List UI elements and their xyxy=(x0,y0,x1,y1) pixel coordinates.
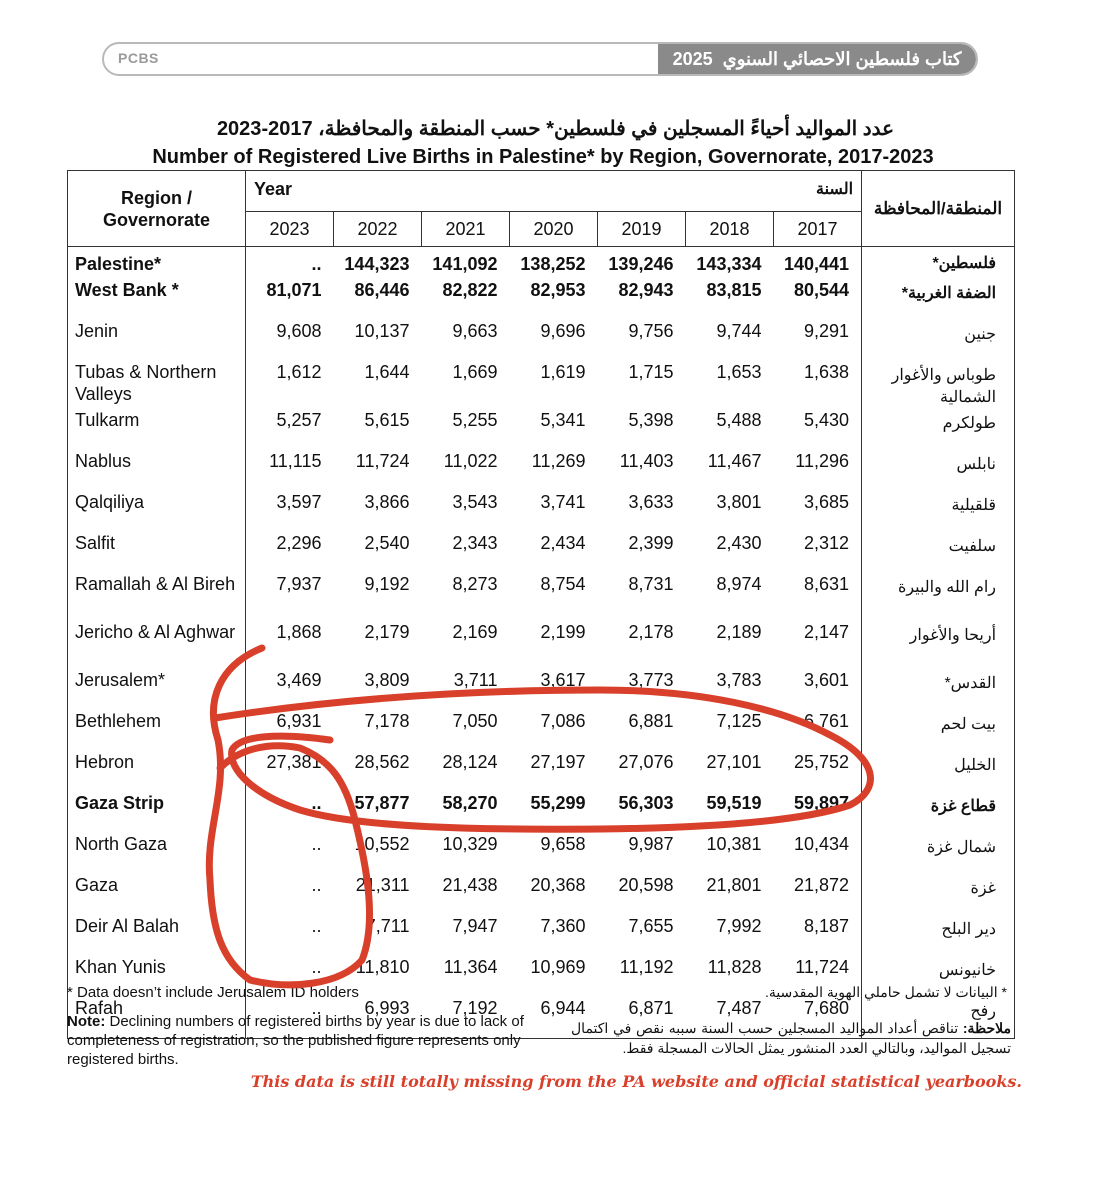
birth-count-cell: 11,269 xyxy=(531,451,586,471)
birth-count-cell: 2,179 xyxy=(364,622,410,642)
birth-count-cell: 3,685 xyxy=(803,492,850,512)
birth-count-cell: 11,022 xyxy=(443,451,498,471)
birth-count-cell: 3,597 xyxy=(276,492,322,512)
birth-count-cell: 1,644 xyxy=(364,362,410,382)
birth-count-cell: 11,828 xyxy=(707,957,762,977)
birth-count-cell: 9,192 xyxy=(364,574,410,594)
birth-count-cell: .. xyxy=(311,916,322,936)
birth-count-cell: 21,438 xyxy=(442,875,498,895)
birth-count-cell: 3,783 xyxy=(716,670,762,690)
birth-count-cell: 7,487 xyxy=(686,997,774,1039)
note-ar-text: تناقص أعداد المواليد المسجلين حسب السنة سببه نقص في اكتمال تسجيل المواليد، وبالتالي العدد المنشور يمثل الحالات المسجلة فقط. xyxy=(571,1020,1011,1056)
birth-count-cell: .. xyxy=(246,997,334,1039)
region-name-ar: طولكرم xyxy=(862,409,1015,450)
table-row xyxy=(68,532,1015,573)
birth-count-cell: 7,086 xyxy=(540,711,586,731)
region-name-en: Rafah xyxy=(68,997,246,1039)
birth-count-cell: 5,257 xyxy=(276,410,322,430)
region-name-en: Nablus xyxy=(68,450,246,491)
birth-count-cell: 8,974 xyxy=(716,574,762,594)
birth-count-cell: 2,399 xyxy=(628,533,674,553)
region-name-en: North Gaza xyxy=(68,833,246,874)
birth-count-cell: 139,246 xyxy=(608,254,674,274)
birth-count-cell: 21,872 xyxy=(793,875,850,895)
birth-count-cell: 7,655 xyxy=(628,916,674,936)
birth-count-cell: 6,761 xyxy=(803,711,850,731)
birth-count-cell: 8,187 xyxy=(803,916,850,936)
birth-count-cell: .. xyxy=(311,875,322,895)
birth-count-cell: 144,323 xyxy=(344,254,410,274)
region-name-ar: رام الله والبيرة xyxy=(862,573,1015,621)
birth-count-cell: 2,434 xyxy=(540,533,586,553)
birth-count-cell: 3,866 xyxy=(364,492,410,512)
region-name-en: Jerusalem* xyxy=(68,669,246,710)
region-header-ar: المنطقة/المحافظة xyxy=(862,171,1015,247)
region-name-en: Khan Yunis xyxy=(68,956,246,997)
year-header xyxy=(246,171,862,212)
year-label-ar: السنة xyxy=(816,181,854,198)
birth-count-cell: 27,076 xyxy=(618,752,674,772)
birth-count-cell: 1,669 xyxy=(452,362,498,382)
birth-count-cell: 1,715 xyxy=(628,362,674,382)
region-name-en: Ramallah & Al Bireh xyxy=(68,573,246,621)
table-row xyxy=(68,751,1015,792)
birth-count-cell: 8,631 xyxy=(803,574,850,594)
birth-count-cell: 20,368 xyxy=(530,875,586,895)
page-header-bar xyxy=(102,42,978,76)
birth-count-cell: 7,711 xyxy=(365,916,410,936)
birth-count-cell: 11,115 xyxy=(269,451,322,471)
birth-count-cell: 2,178 xyxy=(628,622,674,642)
year-col-header: 2021 xyxy=(422,212,510,247)
birth-count-cell: 10,381 xyxy=(706,834,762,854)
region-name-ar: غزة xyxy=(862,874,1015,915)
birth-count-cell: 6,871 xyxy=(598,997,686,1039)
birth-count-cell: 10,137 xyxy=(354,321,410,341)
region-name-ar: قطاع غزة xyxy=(862,792,1015,833)
birth-count-cell: 11,467 xyxy=(707,451,762,471)
birth-count-cell: 11,364 xyxy=(443,957,498,977)
region-name-ar: سلفيت xyxy=(862,532,1015,573)
region-name-ar: بيت لحم xyxy=(862,710,1015,751)
region-name-ar: قلقيلية xyxy=(862,491,1015,532)
birth-count-cell: 11,724 xyxy=(795,957,850,977)
birth-count-cell: .. xyxy=(311,957,322,977)
birth-count-cell: 5,398 xyxy=(628,410,674,430)
birth-count-cell: 7,192 xyxy=(422,997,510,1039)
year-col-header: 2023 xyxy=(246,212,334,247)
birth-count-cell: 27,381 xyxy=(266,752,322,772)
birth-count-cell: 11,296 xyxy=(795,451,850,471)
birth-count-cell: 10,552 xyxy=(354,834,410,854)
birth-count-cell: 8,273 xyxy=(452,574,498,594)
annotation-caption: This data is still totally missing from the PA website and official statistical yearbooks. xyxy=(250,1072,1022,1091)
table-row xyxy=(68,621,1015,669)
birth-count-cell: 2,430 xyxy=(716,533,762,553)
birth-count-cell: 7,178 xyxy=(364,711,410,731)
region-name-en: Qalqiliya xyxy=(68,491,246,532)
birth-count-cell: 8,754 xyxy=(540,574,586,594)
birth-count-cell: .. xyxy=(311,793,322,813)
birth-count-cell: 28,124 xyxy=(442,752,498,772)
birth-count-cell: 143,334 xyxy=(696,254,762,274)
table-row xyxy=(68,491,1015,532)
footnote-ar: * البيانات لا تشمل حاملي الهوية المقدسية. xyxy=(764,984,1007,1000)
year-label-en: Year xyxy=(254,179,293,199)
birth-count-cell: 2,540 xyxy=(364,533,410,553)
region-name-ar: دير البلح xyxy=(862,915,1015,956)
table-row xyxy=(68,320,1015,361)
table-row xyxy=(68,710,1015,751)
birth-count-cell: 3,617 xyxy=(540,670,586,690)
birth-count-cell: 11,724 xyxy=(355,451,410,471)
birth-count-cell: 1,612 xyxy=(276,362,322,382)
birth-count-cell: 9,663 xyxy=(452,321,498,341)
year-col-header: 2022 xyxy=(334,212,422,247)
table-row xyxy=(68,409,1015,450)
region-name-en: Gaza Strip xyxy=(68,792,246,833)
year-col-header: 2018 xyxy=(686,212,774,247)
birth-count-cell: 10,434 xyxy=(793,834,850,854)
birth-count-cell: 141,092 xyxy=(432,254,498,274)
birth-count-cell: 80,544 xyxy=(793,280,850,300)
region-name-en: Bethlehem xyxy=(68,710,246,751)
note-en-text: Declining numbers of registered births by year is due to lack of completeness of registration, so the published figure represents only registered births. xyxy=(67,1013,524,1068)
region-name-en: Jenin xyxy=(68,320,246,361)
birth-count-cell: 81,071 xyxy=(266,280,322,300)
birth-count-cell: 9,658 xyxy=(540,834,586,854)
birth-count-cell: .. xyxy=(311,834,322,854)
region-name-en: Jericho & Al Aghwar xyxy=(68,621,246,669)
birth-count-cell: 7,680 xyxy=(774,997,862,1039)
year-col-header: 2019 xyxy=(598,212,686,247)
birth-count-cell: 2,189 xyxy=(716,622,762,642)
birth-count-cell: 86,446 xyxy=(354,280,410,300)
birth-count-cell: 11,192 xyxy=(619,957,674,977)
birth-count-cell: 7,050 xyxy=(452,711,498,731)
birth-count-cell: 5,255 xyxy=(452,410,498,430)
region-name-ar: الضفة الغربية* xyxy=(862,279,1015,320)
region-name-en: Tulkarm xyxy=(68,409,246,450)
birth-count-cell: 27,197 xyxy=(530,752,586,772)
birth-count-cell: 21,311 xyxy=(355,875,410,895)
region-name-en: Palestine* xyxy=(68,247,246,280)
table-row xyxy=(68,669,1015,710)
region-name-ar: جنين xyxy=(862,320,1015,361)
region-name-ar: نابلس xyxy=(862,450,1015,491)
birth-count-cell: 3,773 xyxy=(628,670,674,690)
birth-count-cell: 9,291 xyxy=(803,321,850,341)
table-row xyxy=(68,874,1015,915)
table-row xyxy=(68,361,1015,409)
birth-count-cell: 9,608 xyxy=(276,321,322,341)
header-left-label: PCBS xyxy=(118,50,159,66)
birth-count-cell: 1,653 xyxy=(716,362,762,382)
birth-count-cell: 2,312 xyxy=(803,533,850,553)
region-name-ar: شمال غزة xyxy=(862,833,1015,874)
table-body xyxy=(68,247,1015,1039)
birth-count-cell: 2,169 xyxy=(452,622,498,642)
header-book-title xyxy=(658,44,976,74)
birth-count-cell: 21,801 xyxy=(706,875,762,895)
birth-count-cell: 7,360 xyxy=(540,916,586,936)
region-header-en xyxy=(68,171,246,247)
birth-count-cell: 7,125 xyxy=(716,711,762,731)
birth-count-cell: 59,897 xyxy=(793,793,850,813)
region-name-ar: خانيونس xyxy=(862,956,1015,997)
region-name-ar: رفح xyxy=(862,997,1015,1039)
birth-count-cell: 57,877 xyxy=(354,793,410,813)
birth-count-cell: 11,810 xyxy=(355,957,410,977)
birth-count-cell: 56,303 xyxy=(618,793,674,813)
birth-count-cell: 2,343 xyxy=(452,533,498,553)
birth-count-cell: 3,633 xyxy=(628,492,674,512)
header-title-ar: كتاب فلسطين الاحصائي السنوي xyxy=(722,48,962,69)
region-header-label: Region / Governorate xyxy=(102,187,211,230)
table-row xyxy=(68,450,1015,491)
table-row xyxy=(68,792,1015,833)
table-title-en: Number of Registered Live Births in Palestine* by Region, Governorate, 2017-2023 xyxy=(152,146,934,168)
birth-count-cell: 25,752 xyxy=(793,752,850,772)
birth-count-cell: 7,947 xyxy=(452,916,498,936)
birth-count-cell: 59,519 xyxy=(706,793,762,813)
table-row xyxy=(68,833,1015,874)
birth-count-cell: 3,801 xyxy=(716,492,762,512)
birth-count-cell: .. xyxy=(311,254,322,274)
header-year: 2025 xyxy=(672,48,713,69)
birth-count-cell: 9,696 xyxy=(540,321,586,341)
birth-count-cell: 3,543 xyxy=(452,492,498,512)
region-name-en: Hebron xyxy=(68,751,246,792)
birth-count-cell: 7,992 xyxy=(716,916,762,936)
birth-count-cell: 6,931 xyxy=(276,711,322,731)
birth-count-cell: 140,441 xyxy=(783,254,850,274)
region-name-en: West Bank * xyxy=(68,279,246,320)
table-row xyxy=(68,573,1015,621)
birth-count-cell: 2,296 xyxy=(276,533,322,553)
region-name-en: Deir Al Balah xyxy=(68,915,246,956)
birth-count-cell: 82,953 xyxy=(530,280,586,300)
birth-count-cell: 9,987 xyxy=(628,834,674,854)
year-col-header: 2017 xyxy=(774,212,862,247)
birth-count-cell: 1,619 xyxy=(540,362,586,382)
birth-count-cell: 20,598 xyxy=(618,875,674,895)
birth-count-cell: 55,299 xyxy=(530,793,586,813)
region-name-ar: فلسطين* xyxy=(862,247,1015,280)
birth-count-cell: 5,430 xyxy=(803,410,850,430)
birth-count-cell: 3,711 xyxy=(453,670,498,690)
birth-count-cell: 27,101 xyxy=(706,752,762,772)
birth-count-cell: 3,741 xyxy=(540,492,586,512)
birth-count-cell: 3,601 xyxy=(803,670,850,690)
birth-count-cell: 1,638 xyxy=(803,362,850,382)
table-row xyxy=(68,279,1015,320)
birth-count-cell: 58,270 xyxy=(442,793,498,813)
note-ar-label: ملاحظة: xyxy=(962,1020,1011,1036)
birth-count-cell: 10,329 xyxy=(442,834,498,854)
table-title-ar: عدد المواليد أحياءً المسجلين في فلسطين* حسب المنطقة والمحافظة، 2017-2023 xyxy=(216,118,895,140)
birth-count-cell: 6,881 xyxy=(628,711,674,731)
birth-count-cell: 2,147 xyxy=(803,622,850,642)
birth-count-cell: 7,937 xyxy=(276,574,322,594)
region-name-en: Gaza xyxy=(68,874,246,915)
birth-count-cell: 3,809 xyxy=(364,670,410,690)
birth-count-cell: 6,993 xyxy=(334,997,422,1039)
birth-count-cell: 28,562 xyxy=(354,752,410,772)
region-name-ar: أريحا والأغوار xyxy=(862,621,1015,669)
birth-count-cell: 82,822 xyxy=(442,280,498,300)
birth-count-cell: 5,615 xyxy=(364,410,410,430)
birth-count-cell: 82,943 xyxy=(618,280,674,300)
birth-count-cell: 2,199 xyxy=(540,622,586,642)
birth-count-cell: 9,744 xyxy=(716,321,762,341)
birth-count-cell: 83,815 xyxy=(706,280,762,300)
births-table xyxy=(67,170,1015,1039)
birth-count-cell: 10,969 xyxy=(530,957,586,977)
table-row xyxy=(68,247,1015,280)
region-name-en: Salfit xyxy=(68,532,246,573)
region-name-ar: الخليل xyxy=(862,751,1015,792)
birth-count-cell: 138,252 xyxy=(520,254,586,274)
year-col-header: 2020 xyxy=(510,212,598,247)
note-en xyxy=(67,1012,557,1069)
birth-count-cell: 5,488 xyxy=(716,410,762,430)
region-name-en: Tubas & Northern Valleys xyxy=(68,361,246,409)
footnote-en: * Data doesn’t include Jerusalem ID holders xyxy=(67,984,359,1001)
birth-count-cell: 1,868 xyxy=(276,622,322,642)
birth-count-cell: 11,403 xyxy=(619,451,674,471)
birth-count-cell: 3,469 xyxy=(276,670,322,690)
region-name-ar: طوباس والأغوار الشمالية xyxy=(862,361,1015,409)
table-row xyxy=(68,915,1015,956)
birth-count-cell: 9,756 xyxy=(628,321,674,341)
note-en-label: Note: xyxy=(67,1013,106,1030)
birth-count-cell: 5,341 xyxy=(540,410,586,430)
note-ar xyxy=(571,1018,1011,1058)
birth-count-cell: 6,944 xyxy=(510,997,598,1039)
birth-count-cell: 8,731 xyxy=(628,574,674,594)
region-name-ar: القدس* xyxy=(862,669,1015,710)
